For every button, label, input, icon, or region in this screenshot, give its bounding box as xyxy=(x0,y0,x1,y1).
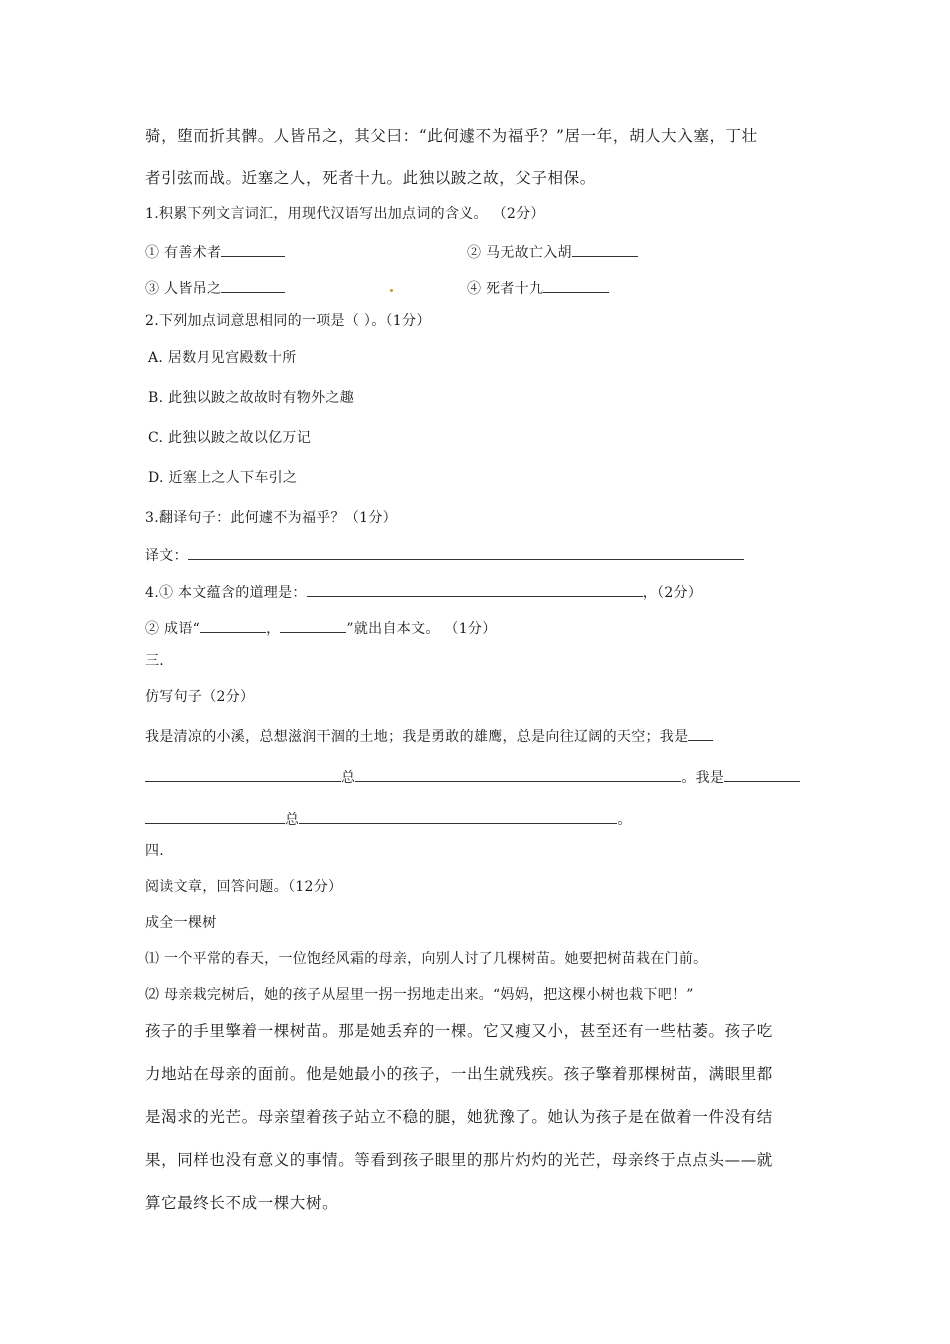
imitation-blank-4[interactable] xyxy=(724,767,800,782)
imitation-line-2-end: 。我是 xyxy=(681,770,725,786)
article-line-7: 算它最终长不成一棵大树。 xyxy=(145,1194,339,1212)
q4-item-2-suffix: ”就出自本文。 （1分） xyxy=(346,621,497,637)
q1-item-1 xyxy=(145,242,285,260)
q1-item-4-blank[interactable] xyxy=(543,278,609,293)
q4-item-2-mid: ， xyxy=(266,621,281,637)
imitation-line-3 xyxy=(145,809,632,827)
imitation-zong-2: 总 xyxy=(285,812,300,828)
q4-item-2-prefix: ② 成语“ xyxy=(145,621,201,637)
q4-item-2-blank-1[interactable] xyxy=(200,618,266,633)
q1-item-2 xyxy=(467,242,638,260)
q1-item-3 xyxy=(145,278,285,296)
q1-item-1-blank[interactable] xyxy=(221,242,285,257)
imitation-blank-6[interactable] xyxy=(299,809,617,824)
q3-answer xyxy=(145,545,744,563)
imitation-blank-2[interactable] xyxy=(145,767,341,782)
imitation-line-2 xyxy=(145,767,800,785)
q1-item-3-text: ③ 人皆吊之 xyxy=(145,281,222,297)
q4-item-2 xyxy=(145,618,497,636)
section-3-title: 仿写句子（2分） xyxy=(145,689,255,705)
article-line-6: 果，同样也没有意义的事情。等看到孩子眼里的那片灼灼的光芒，母亲终于点点头——就 xyxy=(145,1151,773,1169)
article-line-4: 力地站在母亲的面前。他是她最小的孩子，一出生就残疾。孩子擎着那棵树苗，满眼里都 xyxy=(145,1065,773,1083)
q1-item-3-blank[interactable] xyxy=(221,278,285,293)
q1-prompt: 1.积累下列文言词汇，用现代汉语写出加点词的含义。 （2分） xyxy=(145,206,545,222)
q1-item-2-blank[interactable] xyxy=(572,242,638,257)
decorative-dot xyxy=(390,289,393,292)
section-4-instruction: 阅读文章，回答问题。（12分） xyxy=(145,879,343,895)
imitation-blank-1[interactable] xyxy=(688,726,713,741)
q4-item-1 xyxy=(145,582,702,600)
article-paragraph-1: ⑴ 一个平常的春天，一位饱经风霜的母亲，向别人讨了几棵树苗。她要把树苗栽在门前。 xyxy=(145,951,708,967)
q4-item-1-blank[interactable] xyxy=(307,582,643,597)
imitation-line-1 xyxy=(145,726,713,744)
q1-item-1-text: ① 有善术者 xyxy=(145,245,222,261)
q2-prompt: 2.下列加点词意思相同的一项是（ ）。（1分） xyxy=(145,313,431,329)
q4-item-2-blank-2[interactable] xyxy=(280,618,346,633)
q4-item-1-prefix: 4.① 本文蕴含的道理是： xyxy=(145,585,307,601)
q3-prompt: 3.翻译句子：此何遽不为福乎？（1分） xyxy=(145,510,397,526)
q2-option-b[interactable]: B. 此独以跛之故故时有物外之趣 xyxy=(148,390,354,406)
passage-line-2: 者引弦而战。近塞之人，死者十九。此独以跛之故，父子相保。 xyxy=(145,169,596,187)
q3-answer-label: 译文： xyxy=(145,548,188,564)
imitation-line-3-end: 。 xyxy=(617,812,632,828)
q1-item-2-text: ② 马无故亡入胡 xyxy=(467,245,572,261)
imitation-zong-1: 总 xyxy=(341,770,356,786)
section-3-heading: 三. xyxy=(145,653,165,669)
article-line-3: 孩子的手里擎着一棵树苗。那是她丢弃的一棵。它又瘦又小，甚至还有一些枯萎。孩子吃 xyxy=(145,1022,773,1040)
article-line-5: 是渴求的光芒。母亲望着孩子站立不稳的腿，她犹豫了。她认为孩子是在做着一件没有结 xyxy=(145,1108,773,1126)
article-title: 成全一棵树 xyxy=(145,915,217,931)
q2-option-d[interactable]: D. 近塞上之人下车引之 xyxy=(148,470,298,486)
q3-answer-blank[interactable] xyxy=(188,545,744,560)
article-paragraph-2: ⑵ 母亲栽完树后，她的孩子从屋里一拐一拐地走出来。“妈妈，把这棵小树也栽下吧！” xyxy=(145,987,694,1003)
q1-item-4 xyxy=(467,278,609,296)
q2-option-c[interactable]: C. 此独以跛之故以亿万记 xyxy=(148,430,312,446)
section-4-heading: 四. xyxy=(145,843,165,859)
imitation-blank-5[interactable] xyxy=(145,809,285,824)
imitation-blank-3[interactable] xyxy=(355,767,681,782)
q4-item-1-suffix: ，（2分） xyxy=(642,585,703,601)
imitation-line-1-text: 我是清凉的小溪，总想滋润干涸的土地；我是勇敢的雄鹰，总是向往辽阔的天空；我是 xyxy=(145,729,689,745)
q2-option-a[interactable]: A. 居数月见宫殿数十所 xyxy=(148,350,297,366)
q1-item-4-text: ④ 死者十九 xyxy=(467,281,544,297)
passage-line-1: 骑，堕而折其髀。人皆吊之，其父曰：“此何遽不为福乎？”居一年，胡人大入塞，丁壮 xyxy=(145,127,758,145)
